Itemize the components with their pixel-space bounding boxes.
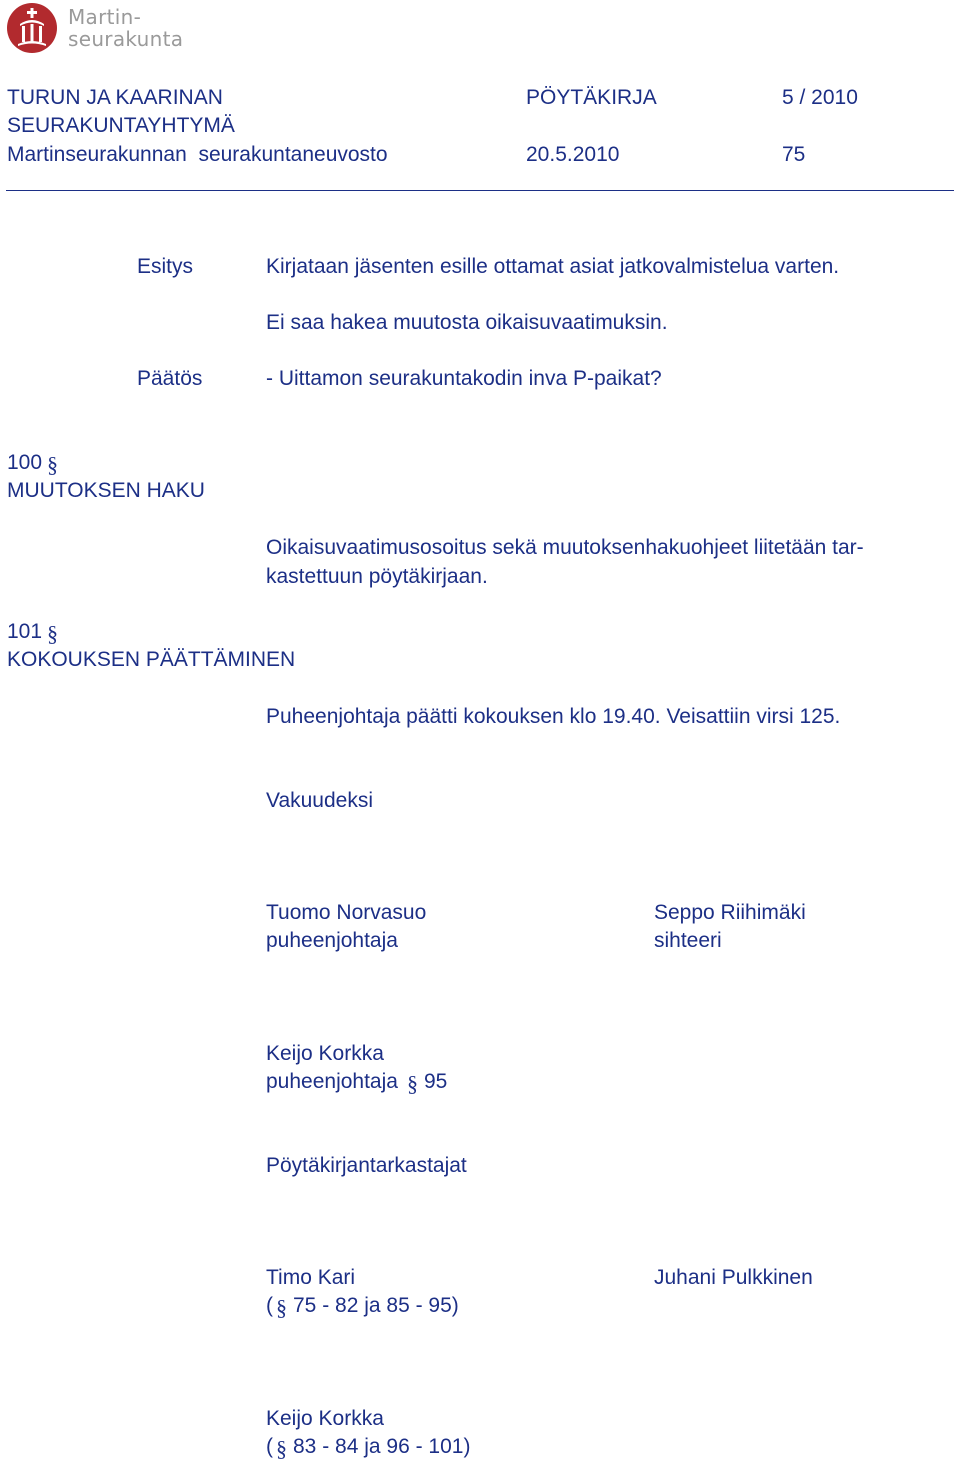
section-sign-icon <box>46 449 58 477</box>
vakuudeksi-label: Vakuudeksi <box>266 789 374 812</box>
section-100-heading <box>7 449 58 477</box>
logo-text-line2: seurakunta <box>68 27 184 51</box>
svg-text:§: § <box>47 621 59 646</box>
section-100-text-line2: kastettuun pöytäkirjaan. <box>266 565 488 588</box>
signer-1-role: puheenjohtaja <box>266 929 398 952</box>
svg-text:§: § <box>47 452 59 477</box>
section-sign-icon <box>275 1433 287 1461</box>
signer-2-name: Seppo Riihimäki <box>654 901 806 924</box>
body-name: Martinseurakunnan seurakuntaneuvosto <box>7 143 388 166</box>
checker-3-ref-text: 83 - 84 ja 96 - 101) <box>293 1435 471 1458</box>
checker-3-name: Keijo Korkka <box>266 1407 384 1430</box>
section-100-number: 100 <box>7 451 43 474</box>
svg-text:§: § <box>276 1436 287 1461</box>
checker-1-name: Timo Kari <box>266 1266 356 1289</box>
svg-text:§: § <box>276 1295 287 1320</box>
section-101-heading <box>7 618 58 646</box>
doc-type: PÖYTÄKIRJA <box>526 86 657 109</box>
checker-1-ref <box>266 1292 459 1320</box>
checker-3-ref <box>266 1433 470 1461</box>
section-101-title: KOKOUKSEN PÄÄTTÄMINEN <box>7 648 296 671</box>
checkers-label: Pöytäkirjantarkastajat <box>266 1154 467 1177</box>
signer-3-name: Keijo Korkka <box>266 1042 384 1065</box>
meeting-date: 20.5.2010 <box>526 143 620 166</box>
doc-number: 5 / 2010 <box>782 86 858 109</box>
page-number: 75 <box>782 143 806 166</box>
signer-3-role-text: puheenjohtaja <box>266 1070 398 1093</box>
org-name-line2: SEURAKUNTAYHTYMÄ <box>7 114 235 137</box>
signer-2-role: sihteeri <box>654 929 722 952</box>
section-100-title: MUUTOKSEN HAKU <box>7 479 205 502</box>
logo-text-line1: Martin- <box>68 5 142 29</box>
church-emblem-icon <box>6 2 58 54</box>
svg-text:§: § <box>406 1071 418 1096</box>
checker-1-ref-text: 75 - 82 ja 85 - 95) <box>293 1294 459 1317</box>
section-101-number: 101 <box>7 620 43 643</box>
signer-1-name: Tuomo Norvasuo <box>266 901 427 924</box>
signer-3-role <box>266 1068 447 1096</box>
org-name-line1: TURUN JA KAARINAN <box>7 86 223 109</box>
section-sign-icon <box>275 1292 287 1320</box>
esitys-text-line2: Ei saa hakea muutosta oikaisuvaatimuksin. <box>266 311 668 334</box>
checker-2-name: Juhani Pulkkinen <box>654 1266 813 1289</box>
checker-3-ref-open: ( <box>266 1435 273 1458</box>
paatos-label: Päätös <box>137 367 203 390</box>
esitys-label: Esitys <box>137 255 194 278</box>
section-100-text-line1: Oikaisuvaatimusosoitus sekä muutoksenhakuohjeet liitetään tar- <box>266 536 864 559</box>
section-sign-icon <box>406 1068 418 1096</box>
esitys-text-line1: Kirjataan jäsenten esille ottamat asiat jatkovalmistelua varten. <box>266 255 840 278</box>
header-divider <box>6 190 954 191</box>
paatos-text: - Uittamon seurakuntakodin inva P-paikat? <box>266 367 662 390</box>
section-sign-icon <box>46 618 58 646</box>
logo <box>6 2 206 58</box>
signer-3-ref: 95 <box>423 1070 448 1093</box>
section-101-text: Puheenjohtaja päätti kokouksen klo 19.40. Veisattiin virsi 125. <box>266 705 841 728</box>
checker-1-ref-open: ( <box>266 1294 273 1317</box>
